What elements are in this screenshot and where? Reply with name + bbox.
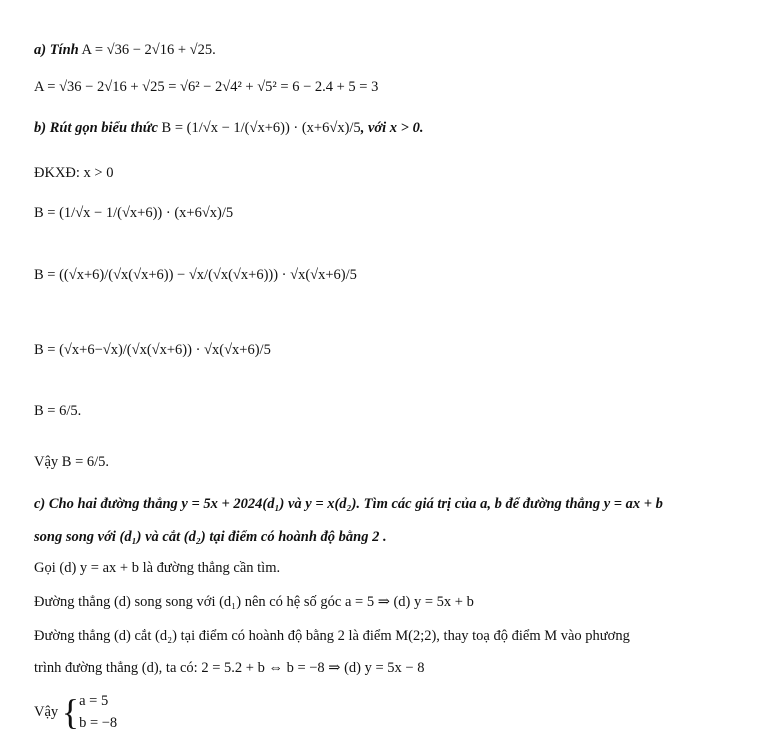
part-c-conclusion [34, 690, 117, 734]
part-c-intersect1: Đường thẳng (d) cắt (d₂) tại điểm có hoành độ bằng 2 là điểm M(2;2), thay toạ độ điểm M vào phương [34, 628, 630, 644]
dkxd-line: ĐKXĐ: x > 0 [34, 165, 114, 181]
system-brace: { [61, 692, 80, 732]
part-b-conclusion-value: B = 6/5. [61, 454, 110, 470]
part-b-step3: B = (√x+6−√x)/(√x(√x+6)) · √x(√x+6)/5 [34, 342, 271, 358]
part-b-heading [34, 118, 423, 138]
part-a-heading [34, 40, 216, 60]
part-b-expr: B = (1/√x − 1/(√x+6)) · (x+6√x)/5 [161, 120, 361, 136]
part-c-parallel: Đường thẳng (d) song song với (d₁) nên có hệ số góc a = 5 ⇒ (d) y = 5x + b [34, 594, 474, 610]
part-b-step2: B = ((√x+6)/(√x(√x+6)) − √x/(√x(√x+6))) · √x(√x+6)/5 [34, 267, 357, 283]
part-a-title: a) Tính [34, 42, 79, 58]
part-c-line1: c) Cho hai đường thẳng y = 5x + 2024(d₁) và y = x(d₂). Tìm các giá trị của a, b để đường thẳng y = ax + b [34, 496, 663, 512]
part-c-conclusion-prefix: Vậy [34, 704, 59, 720]
part-b-step1: B = (1/√x − 1/(√x+6)) · (x+6√x)/5 [34, 205, 234, 221]
part-c-intersect2: trình đường thẳng (d), ta có: 2 = 5.2 + b ⇔ b = −8 ⇒ (d) y = 5x − 8 [34, 660, 425, 676]
part-b-title: b) Rút gọn biểu thức [34, 120, 158, 136]
system-b: b = −8 [79, 715, 118, 731]
part-c-call: Gọi (d) y = ax + b là đường thẳng cần tìm. [34, 560, 281, 576]
part-b-conclusion-prefix: Vậy [34, 454, 59, 470]
part-b-conclusion [34, 452, 109, 472]
system-of-values [79, 690, 117, 734]
part-c-line2: song song với (d₁) và cắt (d₂) tại điểm có hoành độ bằng 2 . [34, 529, 387, 545]
part-a-solution: A = √36 − 2√16 + √25 = √6² − 2√4² + √5² = 6 − 2.4 + 5 = 3 [34, 79, 379, 95]
part-b-condition: , với x > 0. [360, 120, 424, 136]
part-b-step4: B = 6/5. [34, 403, 82, 419]
part-a-expr: A = √36 − 2√16 + √25. [81, 42, 216, 58]
system-a: a = 5 [79, 693, 109, 709]
